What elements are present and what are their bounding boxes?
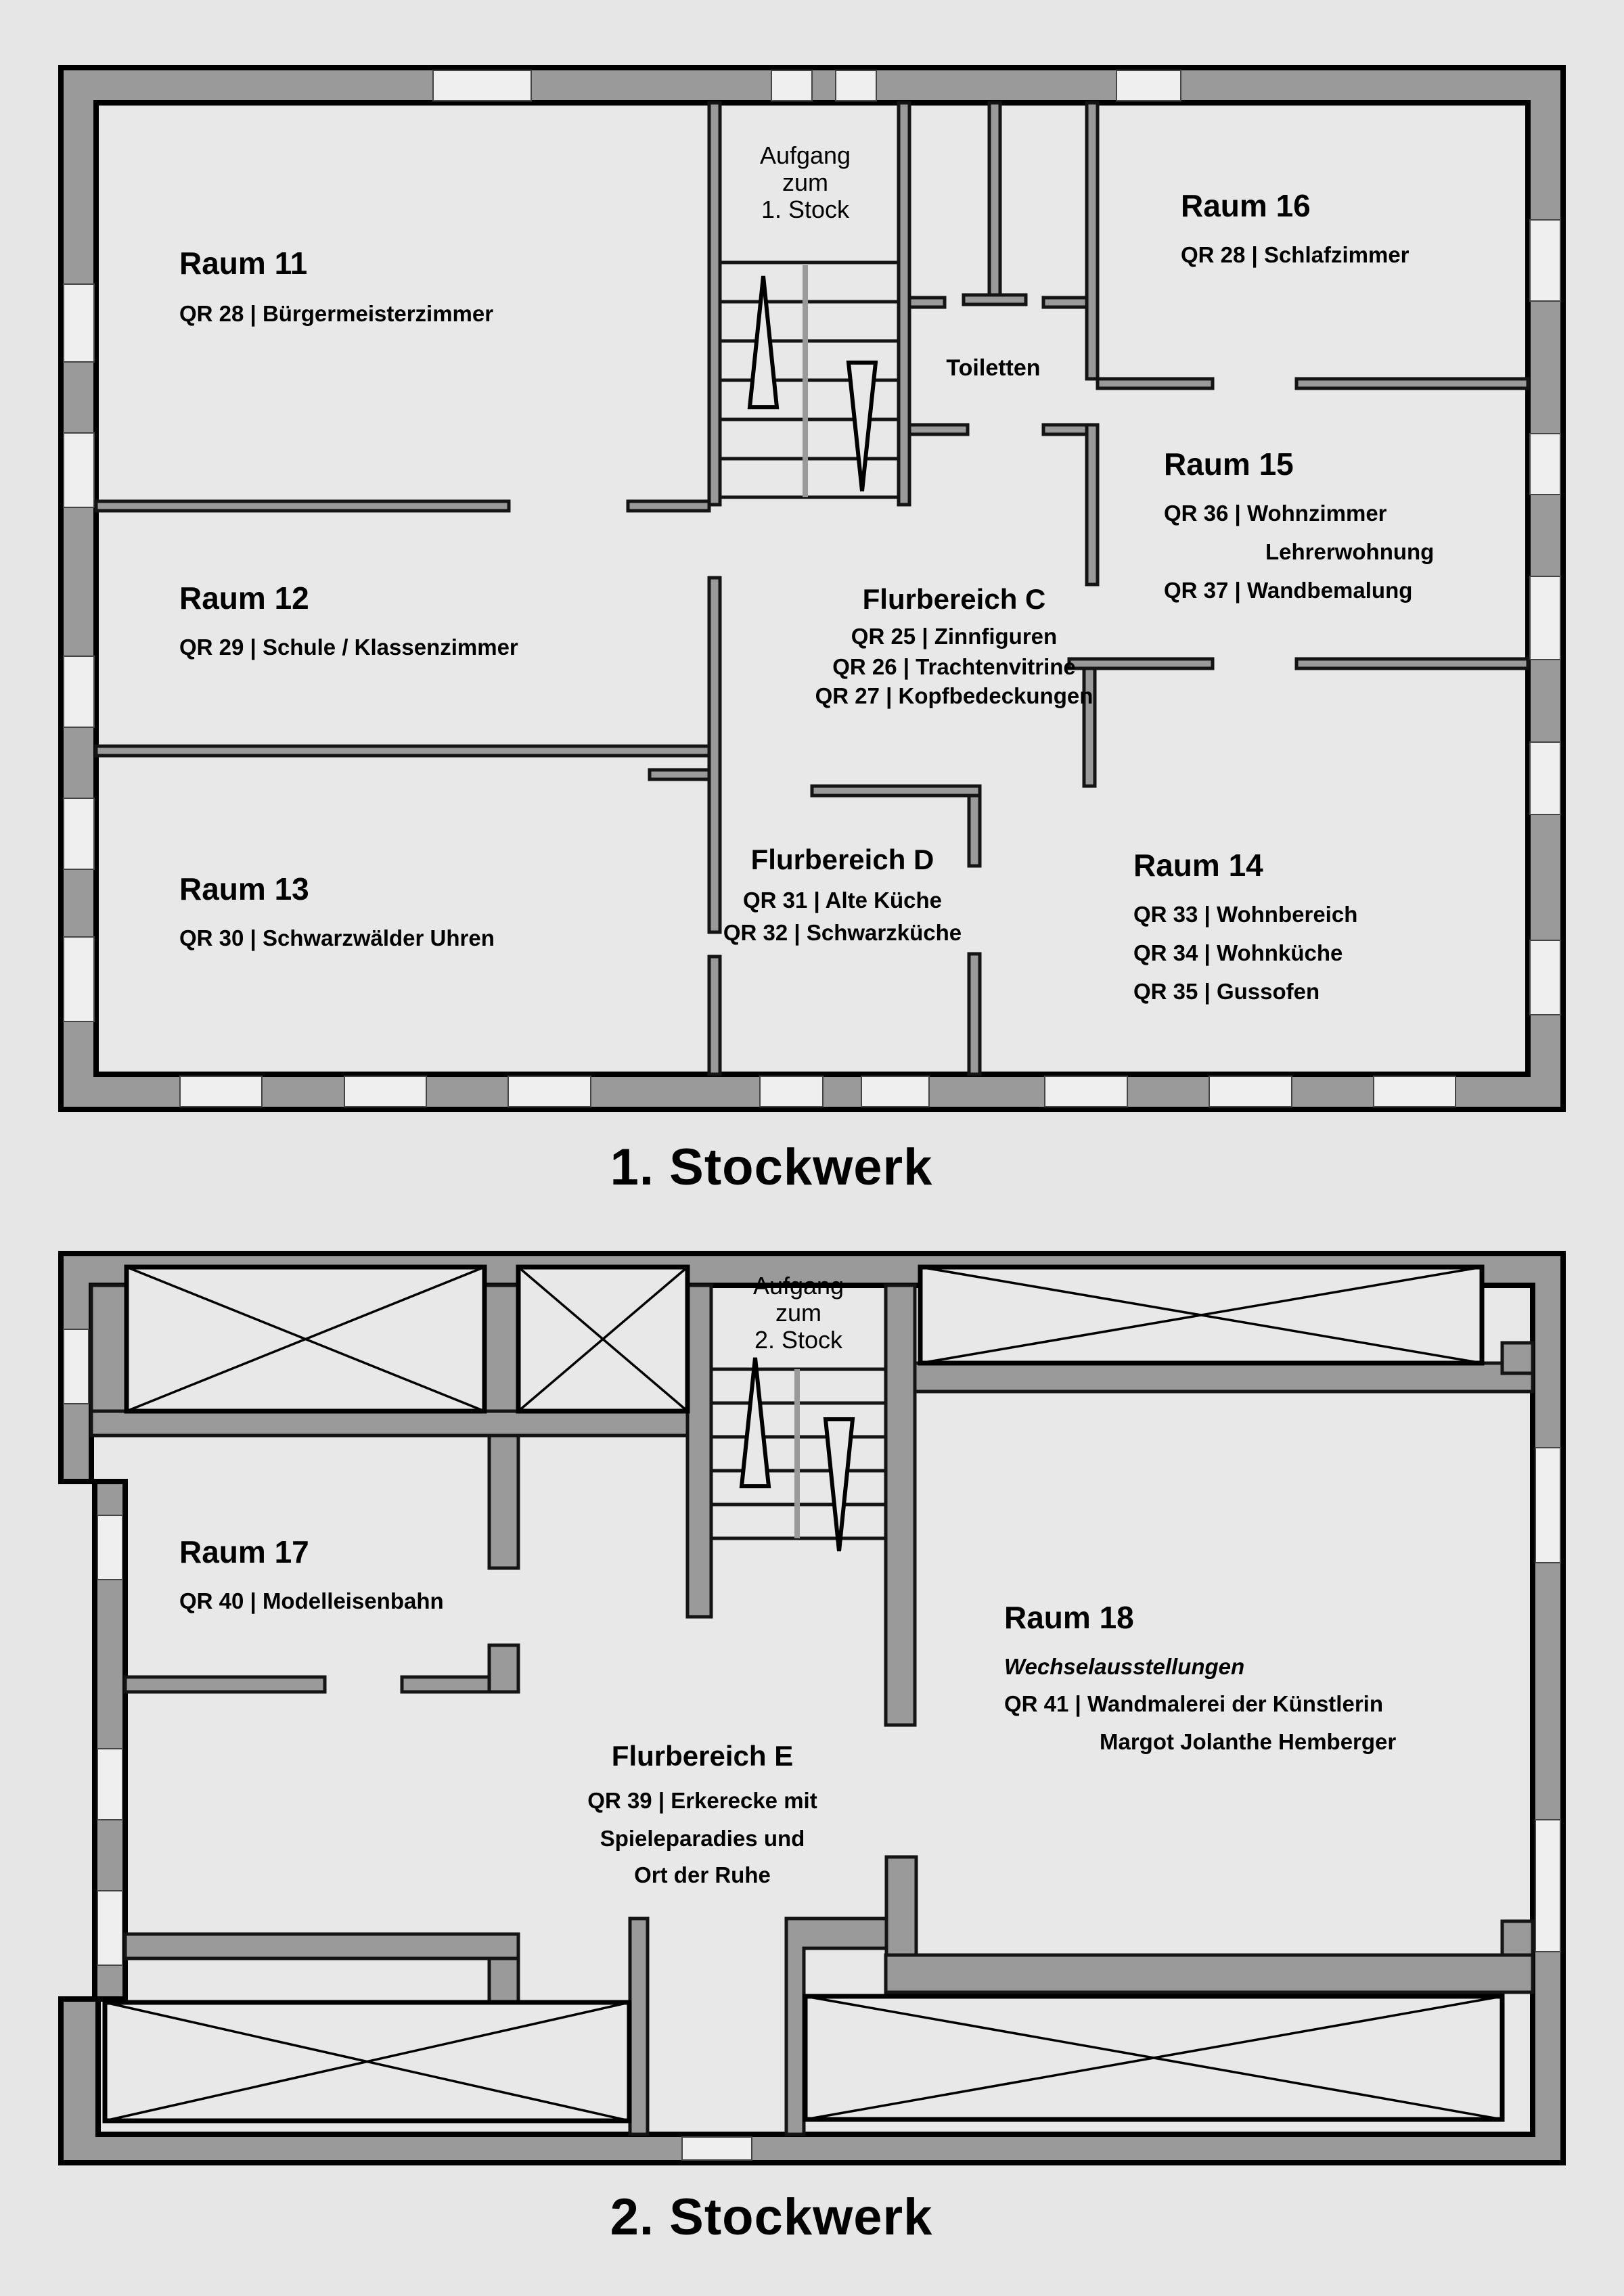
area-sub-flurbereich-e: Ort der Ruhe [634,1862,771,1887]
area-sub-flurbereich-e: Spieleparadies und [600,1826,805,1851]
room-label-raum-17: Raum 17 [179,1534,309,1569]
stair-label-line: 1. Stock [761,196,850,223]
room-sub-raum-18: Margot Jolanthe Hemberger [1100,1729,1397,1754]
room-label-raum-15: Raum 15 [1164,446,1294,482]
room-sub-raum-15: Lehrerwohnung [1265,539,1435,564]
area-label-flurbereich-c: Flurbereich C [862,583,1046,615]
room-label-raum-14: Raum 14 [1133,848,1263,883]
area-label-flurbereich-e: Flurbereich E [611,1740,794,1772]
stair-label-line: Aufgang [759,141,851,169]
area-sub-flurbereich-d: QR 32 | Schwarzküche [723,920,962,945]
room-sub-raum-18: QR 41 | Wandmalerei der Künstlerin [1004,1691,1383,1716]
toilets-label: Toiletten [946,355,1041,381]
room-sub-raum-15: QR 36 | Wohnzimmer [1164,501,1387,526]
room-sub-raum-12: QR 29 | Schule / Klassenzimmer [179,635,518,660]
stair-label-line: zum [775,1299,822,1327]
room-label-raum-13: Raum 13 [179,871,309,906]
room-sub-raum-14: QR 35 | Gussofen [1133,979,1320,1004]
stair-label-line: zum [782,168,829,196]
floorplan-second-floor [54,1248,1570,2195]
area-sub-flurbereich-c: QR 26 | Trachtenvitrine [832,654,1076,679]
crossed-box [127,1267,484,1411]
room-sub-raum-14: QR 33 | Wohnbereich [1133,902,1358,927]
room-sub-raum-17: QR 40 | Modelleisenbahn [179,1588,444,1613]
room-sub-raum-15: QR 37 | Wandbemalung [1164,578,1413,603]
crossed-box [920,1267,1482,1363]
crossed-box [518,1267,687,1411]
area-sub-flurbereich-c: QR 27 | Kopfbedeckungen [815,683,1093,708]
floorplan-first-floor [54,61,1570,1116]
area-sub-flurbereich-e: QR 39 | Erkerecke mit [587,1788,817,1813]
crossed-box [805,1996,1502,2119]
room-sub-raum-14: QR 34 | Wohnküche [1133,940,1343,965]
room-sub-raum-13: QR 30 | Schwarzwälder Uhren [179,925,495,950]
room-label-raum-12: Raum 12 [179,580,309,616]
room-subtitle-raum-18: Wechselausstellungen [1004,1654,1245,1679]
area-sub-flurbereich-d: QR 31 | Alte Küche [742,888,943,913]
room-label-raum-11: Raum 11 [179,246,308,281]
area-sub-flurbereich-c: QR 25 | Zinnfiguren [851,624,1058,649]
crossed-box [105,2002,629,2121]
room-label-raum-16: Raum 16 [1181,188,1311,223]
title-first-floor: 1. Stockwerk [610,1139,933,1196]
area-label-flurbereich-d: Flurbereich D [750,844,934,875]
room-label-raum-18: Raum 18 [1004,1600,1134,1635]
stair-label-line: 2. Stock [754,1326,843,1354]
room-sub-raum-11: QR 28 | Bürgermeisterzimmer [179,301,494,326]
stair-label-line: Aufgang [752,1272,844,1300]
room-sub-raum-16: QR 28 | Schlafzimmer [1181,242,1409,267]
title-second-floor: 2. Stockwerk [610,2188,933,2246]
